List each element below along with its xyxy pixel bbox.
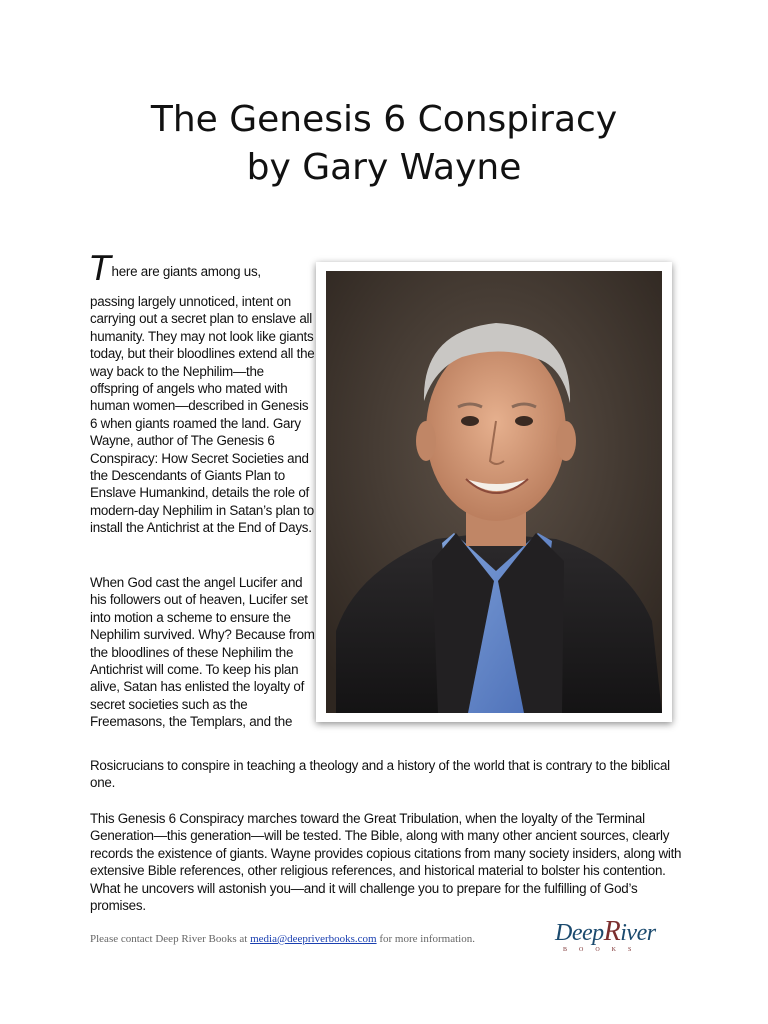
footer-prefix: Please contact Deep River Books at	[90, 933, 251, 945]
logo-subtitle: BOOKS	[563, 947, 644, 953]
intro-lead	[90, 249, 320, 289]
tribulation-paragraph: This Genesis 6 Conspiracy marches toward the Great Tribulation, when the loyalty of the Terminal Generation—this generation—will be tested. The Bible, along with many other ancient sources, clearly records the existence of giants. Wayne provides copious citations from many society insiders, along with extensive Bible references, other religious references, and historical material to bolster his contention. What he uncovers will astonish you—and it will challenge you to prepare for the fulfilling of God’s promises.	[90, 811, 682, 914]
author-portrait-icon	[326, 271, 662, 713]
logo-wordmark	[555, 916, 656, 948]
author-photo	[316, 262, 672, 722]
logo-word-r: R	[603, 916, 621, 947]
drop-cap: T	[90, 249, 111, 289]
intro-lead-text: here are giants among us,	[111, 264, 261, 279]
title-line-1: The Genesis 6 Conspiracy	[150, 99, 618, 140]
title-line-2: by Gary Wayne	[246, 147, 522, 188]
intro-paragraph: passing largely unnoticed, intent on carrying out a secret plan to enslave all humanity. They may not look like giants today, but their bloodlines extend all the way back to the Nephilim—the offspring of angels who mated with human women—described in Genesis 6 when giants roamed the land. Gary Wayne, author of The Genesis 6 Conspiracy: How Secret Societies and the Descendants of Giants Plan to Enslave Humankind, details the role of modern-day Nephilim in Satan’s plan to install the Antichrist at the End of Days.	[90, 294, 315, 536]
page-title	[0, 96, 768, 192]
lucifer-paragraph-continued: Rosicrucians to conspire in teaching a theology and a history of the world that is contrary to the biblical one.	[90, 758, 670, 791]
logo-word-a: Deep	[555, 920, 604, 946]
footer-suffix: for more information.	[376, 933, 475, 945]
deep-river-logo	[555, 916, 675, 960]
lucifer-paragraph: When God cast the angel Lucifer and his followers out of heaven, Lucifer set into motion a scheme to ensure the Nephilim survived. Why? Because from the bloodlines of these Nephilim the Antichrist will come. To keep his plan alive, Satan has enlisted the loyalty of secret societies such as the Freemasons, the Templars, and the	[90, 575, 315, 730]
email-link[interactable]: media@deepriverbooks.com	[250, 933, 377, 945]
logo-word-b: iver	[620, 920, 656, 946]
contact-footer	[90, 933, 550, 945]
